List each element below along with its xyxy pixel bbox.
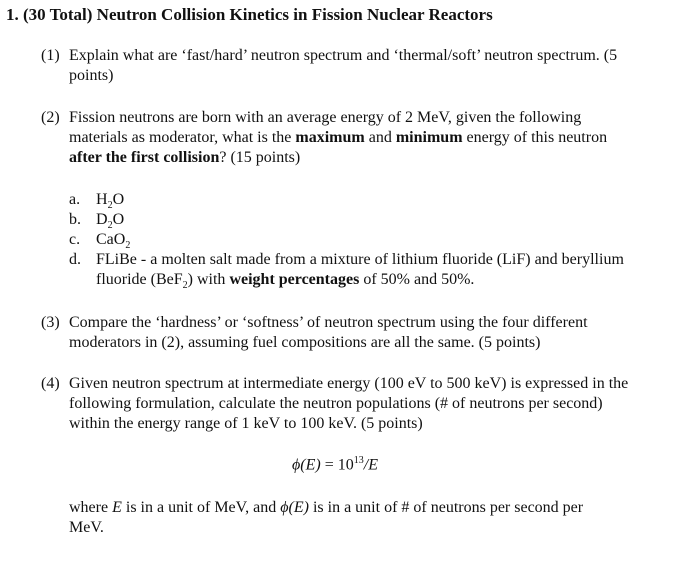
math-expression: ϕ(E) [280, 499, 309, 516]
text-line [96, 270, 624, 296]
formula-subscript: 2 [107, 220, 113, 232]
text-segment: ) with [187, 271, 230, 288]
question-number: (2) [41, 109, 60, 126]
formula-subscript: 2 [182, 280, 188, 292]
text-line: Compare the ‘hardness’ or ‘softness’ of neutron spectrum using the four different [69, 314, 588, 331]
bold-term-minimum: minimum [395, 129, 463, 146]
formula-lhs: ϕ(E) [292, 456, 321, 474]
text-segment: is in a unit of MeV, and [121, 499, 281, 516]
unit-note [69, 498, 689, 538]
formula-equals: = 10 [320, 456, 354, 474]
question-2 [41, 108, 691, 168]
text-line: Explain what are ‘fast/hard’ neutron spectrum and ‘thermal/soft’ neutron spectrum. (5 [69, 47, 618, 64]
subitem-letter: b. [69, 211, 81, 228]
formula-rhs: /E [363, 456, 378, 474]
math-variable: E [112, 499, 122, 516]
text-line: moderators in (2), assuming fuel compositions are all the same. (5 points) [69, 334, 541, 351]
text-segment: of 50% and 50%. [359, 271, 475, 288]
question-3 [41, 313, 691, 353]
formula-part: O [112, 211, 125, 228]
subitem-letter: d. [69, 251, 81, 268]
text-segment: is in a unit of # of neutrons per second per [308, 499, 584, 516]
question-4 [41, 374, 696, 434]
formula-part: D [96, 211, 108, 228]
text-line: MeV. [69, 519, 104, 536]
bold-term-first-collision: after the first collision [69, 149, 220, 166]
text-segment: ? (15 points) [219, 149, 301, 166]
formula-part: O [112, 191, 125, 208]
question-number: (4) [41, 375, 60, 392]
subitem-text [96, 250, 624, 296]
text-line [69, 148, 607, 168]
text-line [69, 128, 607, 148]
formula-subscript: 2 [125, 240, 131, 252]
formula-exponent: 13 [353, 455, 364, 466]
formula-part: CaO [96, 231, 126, 248]
subitem-letter: a. [69, 191, 81, 208]
text-line: Given neutron spectrum at intermediate energy (100 eV to 500 keV) is expressed in the [69, 375, 629, 392]
formula-subscript: 2 [107, 200, 113, 212]
subitem-d [69, 250, 689, 290]
text-segment: where [69, 499, 113, 516]
question-text [69, 108, 607, 168]
bold-term-maximum: maximum [295, 129, 365, 146]
text-line [69, 498, 689, 518]
question-text [69, 313, 588, 353]
text-segment: materials as moderator, what is the [69, 129, 296, 146]
text-segment: energy of this neutron [462, 129, 608, 146]
bold-term-weight-percentages: weight percentages [229, 271, 360, 288]
text-line: points) [69, 67, 114, 84]
question-text [69, 46, 617, 86]
formula-part: H [96, 191, 108, 208]
text-segment: fluoride (BeF [96, 271, 183, 288]
text-line: FLiBe - a molten salt made from a mixture of lithium fluoride (LiF) and beryllium [96, 251, 624, 268]
problem-title: 1. (30 Total) Neutron Collision Kinetics in Fission Nuclear Reactors [6, 5, 493, 24]
text-segment: and [364, 129, 396, 146]
subitem-letter: c. [69, 231, 81, 248]
text-line: Fission neutrons are born with an average energy of 2 MeV, given the following [69, 109, 582, 126]
question-number: (1) [41, 47, 60, 64]
question-text [69, 374, 628, 434]
text-line: within the energy range of 1 keV to 100 keV. (5 points) [69, 415, 423, 432]
text-line: following formulation, calculate the neutron populations (# of neutrons per second) [69, 395, 603, 412]
question-number: (3) [41, 314, 60, 331]
question-1 [41, 46, 691, 86]
spectrum-formula [292, 455, 378, 474]
